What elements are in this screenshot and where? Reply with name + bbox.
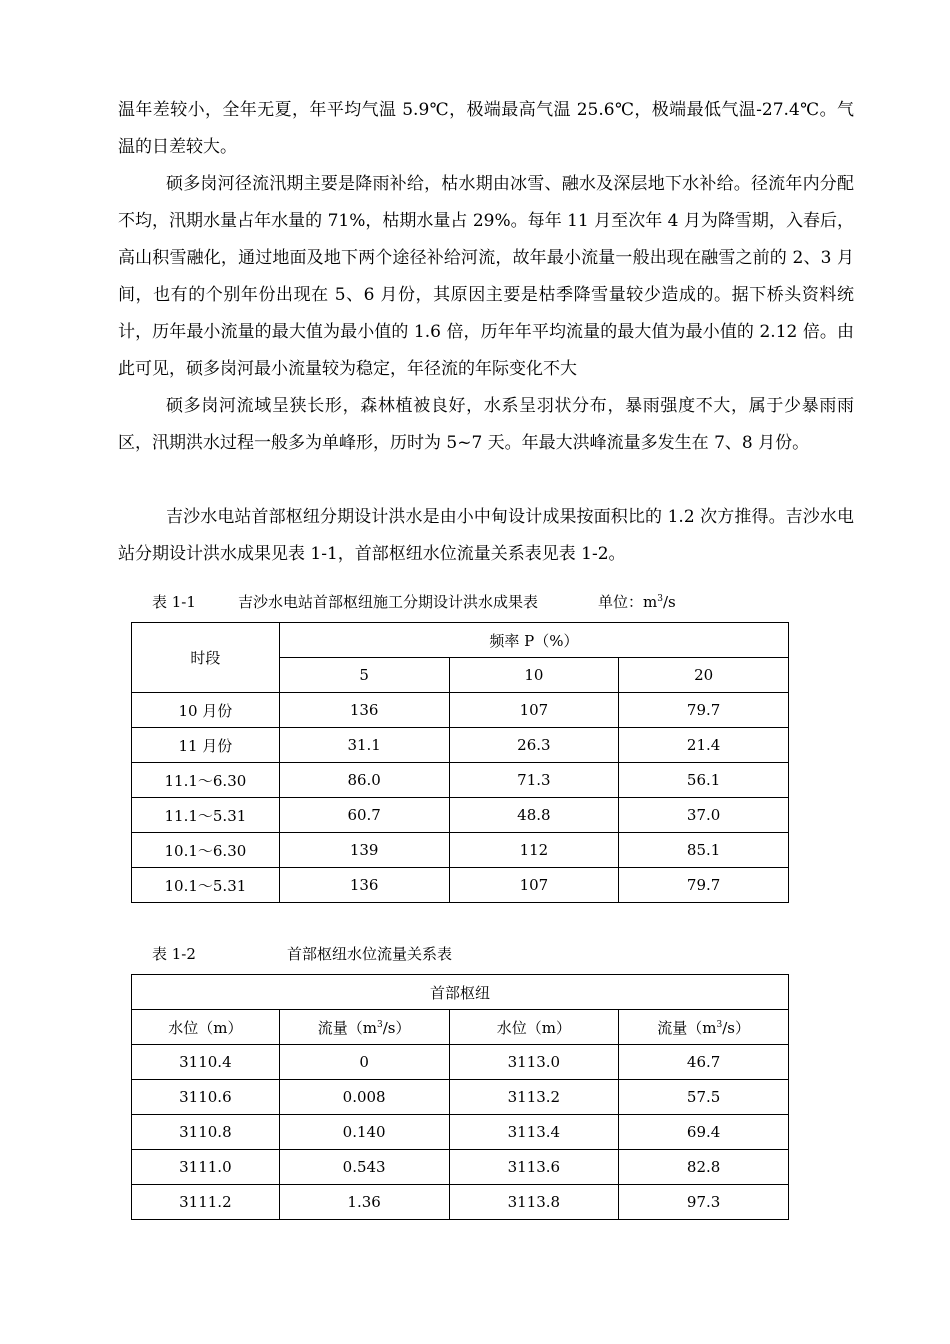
paragraph-design-flood: 吉沙水电站首部枢纽分期设计洪水是由小中甸设计成果按面积比的 1.2 次方推得。吉沙水电站分期设计洪水成果见表 1-1，首部枢纽水位流量关系表见表 1-2。 <box>118 507 854 564</box>
table-row <box>132 1185 789 1220</box>
cell-period: 10 月份 <box>132 693 280 728</box>
cell-discharge: 97.3 <box>619 1185 789 1220</box>
paragraph-runoff: 硕多岗河径流汛期主要是降雨补给，枯水期由冰雪、融水及深层地下水补给。径流年内分配不均，汛期水量占年水量的 71%，枯期水量占 29%。每年 11 月至次年 4 月为降雪期，入春后，高山积雪融化，通过地面及地下两个途径补给河流，故年最小流量一般出现在融雪之前的 2、3 月间，也有的个别年份出现在 5、6 月份，其原因主要是枯季降雪量较少造成的。据下桥头资料统计，历年最小流量的最大值为最小值的 1.6 倍，历年年平均流量的最大值为最小值的 2.12 倍。由此可见，硕多岗河最小流量较为稳定，年径流的年际变化不大 <box>118 174 854 379</box>
cell-level: 3111.0 <box>132 1150 280 1185</box>
cell-level: 3110.6 <box>132 1080 280 1115</box>
cell-level: 3113.8 <box>449 1185 619 1220</box>
table-row <box>132 1150 789 1185</box>
flood-design-table <box>131 622 789 903</box>
cell-value: 79.7 <box>619 868 789 903</box>
stage-discharge-table <box>131 974 789 1220</box>
cell-value: 71.3 <box>449 763 619 798</box>
table2-label: 表 1-2 <box>152 945 196 963</box>
cell-value: 21.4 <box>619 728 789 763</box>
cell-discharge: 46.7 <box>619 1045 789 1080</box>
header-water-level: 水位（m） <box>132 1010 280 1045</box>
cell-value: 31.1 <box>279 728 449 763</box>
cell-period: 11.1～5.31 <box>132 798 280 833</box>
table-row <box>132 798 789 833</box>
header-freq-20: 20 <box>619 658 789 693</box>
cell-discharge: 82.8 <box>619 1150 789 1185</box>
header-freq-10: 10 <box>449 658 619 693</box>
table-header-row <box>132 623 789 658</box>
table-row <box>132 728 789 763</box>
header-frequency: 频率 P（%） <box>279 623 788 658</box>
cell-value: 139 <box>279 833 449 868</box>
cell-value: 37.0 <box>619 798 789 833</box>
cell-period: 10.1～6.30 <box>132 833 280 868</box>
table-header-row <box>132 1010 789 1045</box>
cell-value: 60.7 <box>279 798 449 833</box>
cell-discharge: 1.36 <box>279 1185 449 1220</box>
header-water-level: 水位（m） <box>449 1010 619 1045</box>
table-row <box>132 833 789 868</box>
table1-unit: 单位：$m^3/s$ <box>598 593 676 611</box>
cell-value: 48.8 <box>449 798 619 833</box>
cell-value: 107 <box>449 693 619 728</box>
cell-period: 11.1～6.30 <box>132 763 280 798</box>
table-row <box>132 1080 789 1115</box>
cell-discharge: 0.543 <box>279 1150 449 1185</box>
cell-value: 86.0 <box>279 763 449 798</box>
cell-level: 3113.4 <box>449 1115 619 1150</box>
table-row <box>132 868 789 903</box>
cell-discharge: 69.4 <box>619 1115 789 1150</box>
cell-period: 10.1～5.31 <box>132 868 280 903</box>
cell-value: 26.3 <box>449 728 619 763</box>
cell-value: 136 <box>279 693 449 728</box>
table1-label: 表 1-1 <box>152 593 196 611</box>
header-freq-5: 5 <box>279 658 449 693</box>
header-discharge: 流量$(m^3/s)$ <box>279 1010 449 1045</box>
cell-level: 3110.8 <box>132 1115 280 1150</box>
cell-value: 136 <box>279 868 449 903</box>
cell-discharge: 0.008 <box>279 1080 449 1115</box>
cell-discharge: 0.140 <box>279 1115 449 1150</box>
cell-value: 107 <box>449 868 619 903</box>
table-row <box>132 763 789 798</box>
header-period: 时段 <box>132 623 280 693</box>
cell-level: 3111.2 <box>132 1185 280 1220</box>
table-row <box>132 1045 789 1080</box>
table-row <box>132 1115 789 1150</box>
cell-level: 3110.4 <box>132 1045 280 1080</box>
cell-discharge: 0 <box>279 1045 449 1080</box>
cell-discharge: 57.5 <box>619 1080 789 1115</box>
cell-value: 56.1 <box>619 763 789 798</box>
table2-title: 首部枢纽水位流量关系表 <box>287 945 453 963</box>
cell-value: 79.7 <box>619 693 789 728</box>
paragraph-basin: 硕多岗河流域呈狭长形，森林植被良好，水系呈羽状分布，暴雨强度不大，属于少暴雨雨区，汛期洪水过程一般多为单峰形，历时为 5~7 天。年最大洪峰流量多发生在 7、8 月份。 <box>118 396 854 453</box>
header-headworks: 首部枢纽 <box>132 975 789 1010</box>
cell-period: 11 月份 <box>132 728 280 763</box>
table-row <box>132 693 789 728</box>
paragraph-climate: 温年差较小，全年无夏，年平均气温 5.9℃，极端最高气温 25.6℃，极端最低气温-27.4℃。气温的日差较大。 <box>118 100 854 157</box>
cell-value: 85.1 <box>619 833 789 868</box>
table1-title: 吉沙水电站首部枢纽施工分期设计洪水成果表 <box>238 593 539 611</box>
header-discharge: 流量$(m^3/s)$ <box>619 1010 789 1045</box>
cell-value: 112 <box>449 833 619 868</box>
table-header-row <box>132 975 789 1010</box>
cell-level: 3113.2 <box>449 1080 619 1115</box>
cell-level: 3113.0 <box>449 1045 619 1080</box>
cell-level: 3113.6 <box>449 1150 619 1185</box>
